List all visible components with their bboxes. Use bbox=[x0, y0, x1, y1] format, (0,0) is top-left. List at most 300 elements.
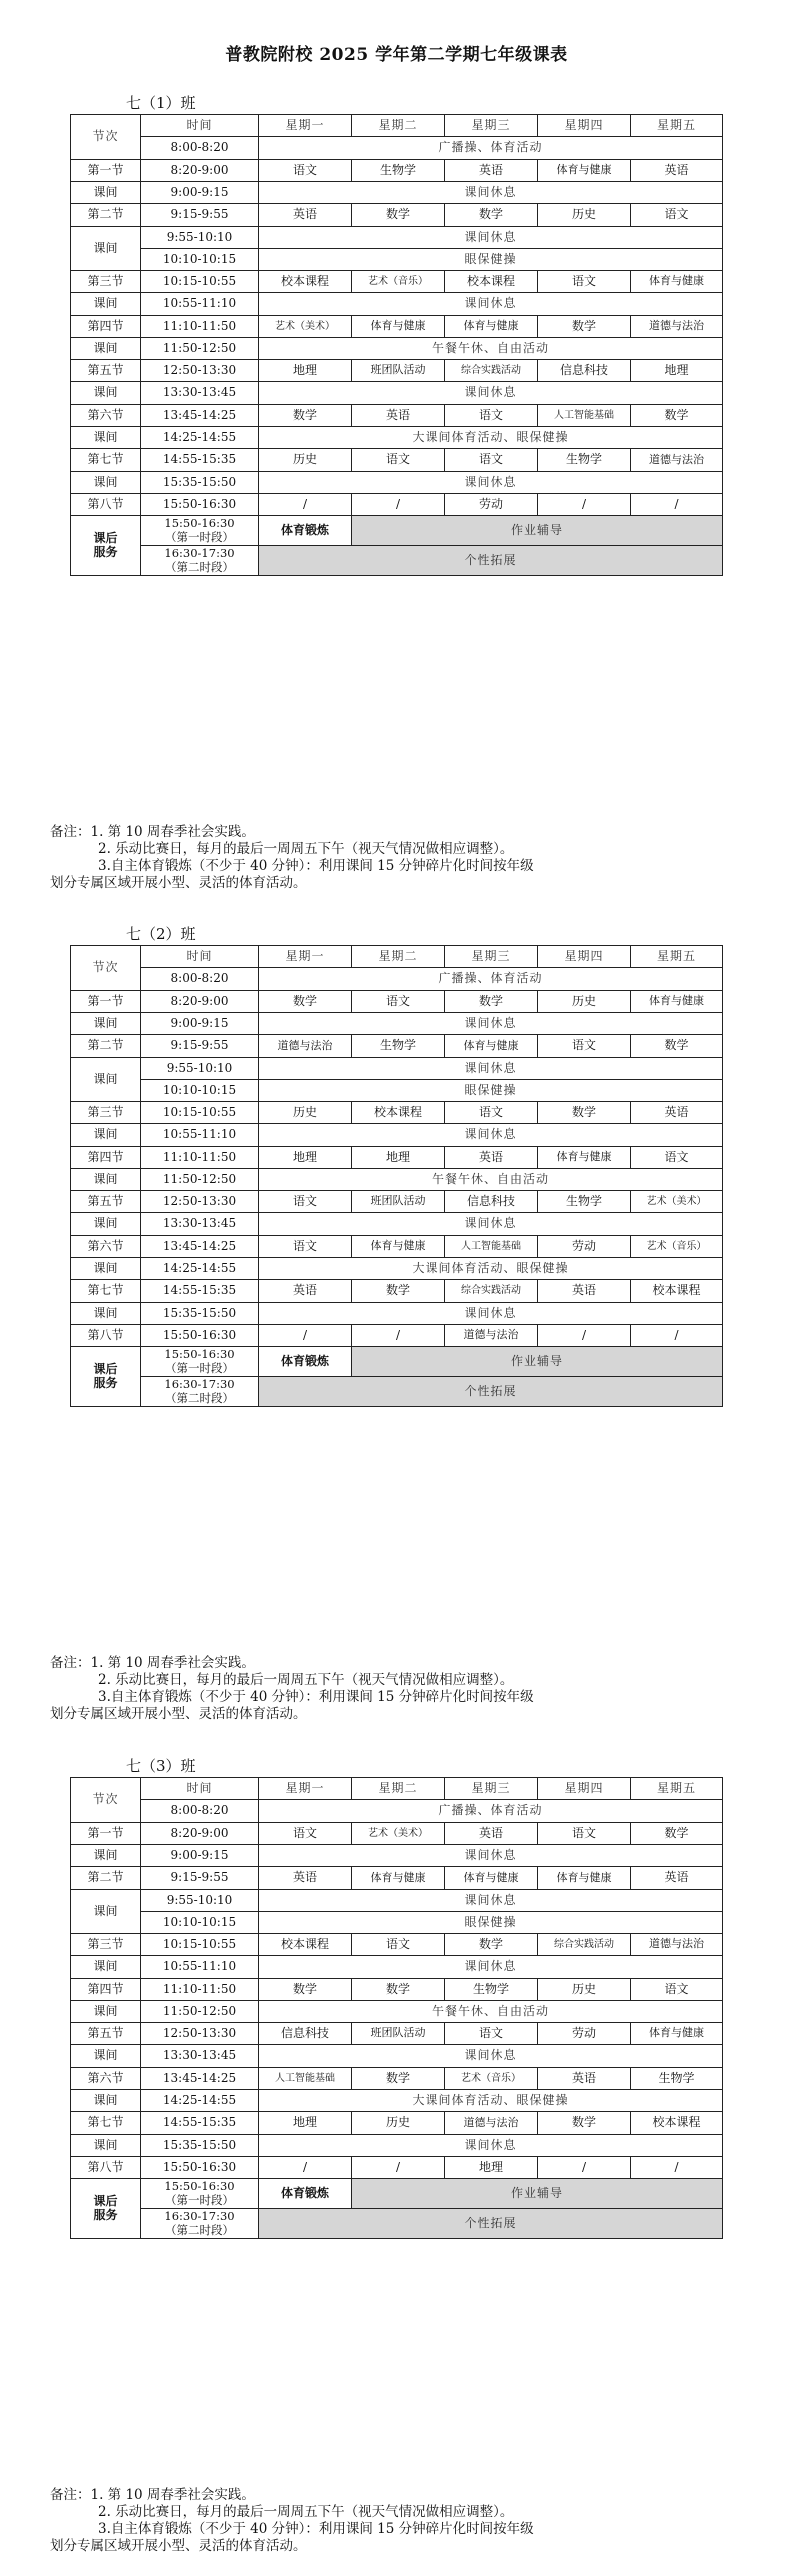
break-row bbox=[71, 182, 723, 204]
subject-cell: 道德与法治 bbox=[259, 1035, 352, 1058]
time-cell: 11:10-11:50 bbox=[141, 1147, 259, 1169]
lesson-row bbox=[71, 271, 723, 293]
time-cell: 12:50-13:30 bbox=[141, 360, 259, 382]
subject-cell: 道德与法治 bbox=[631, 449, 723, 472]
subject-cell: 数学 bbox=[259, 405, 352, 427]
note-line: 2. 乐动比赛日，每月的最后一周周五下午（视天气情况做相应调整）。 bbox=[98, 841, 514, 857]
subject-cell: 英语 bbox=[538, 2068, 631, 2090]
day-header: 星期五 bbox=[631, 1778, 723, 1800]
time-header: 时间 bbox=[141, 946, 259, 968]
subject-cell: 艺术（音乐） bbox=[631, 1236, 723, 1258]
subject-cell: / bbox=[631, 1325, 723, 1347]
lesson-row bbox=[71, 204, 723, 227]
time-header: 时间 bbox=[141, 115, 259, 137]
activity-cell: 课间休息 bbox=[259, 227, 723, 249]
subject-cell: / bbox=[259, 2157, 352, 2179]
subject-cell: 校本课程 bbox=[352, 1102, 445, 1124]
after-school-label-line: 服务 bbox=[93, 544, 118, 559]
lesson-row bbox=[71, 1236, 723, 1258]
subject-cell: 历史 bbox=[538, 1979, 631, 2001]
day-header: 星期五 bbox=[631, 946, 723, 968]
period-label: 第七节 bbox=[71, 1280, 141, 1303]
note-line: 备注：1. 第 10 周春季社会实践。 bbox=[50, 2487, 255, 2503]
subject-cell: 生物学 bbox=[352, 160, 445, 182]
after-school-time-slot: （第二时段） bbox=[165, 1390, 234, 1405]
subject-cell: 体育与健康 bbox=[445, 1035, 538, 1058]
after-school-row bbox=[71, 2209, 723, 2239]
subject-cell: 语文 bbox=[445, 2023, 538, 2045]
subject-cell: 英语 bbox=[631, 1867, 723, 1890]
activity-cell: 课间休息 bbox=[259, 1124, 723, 1147]
time-cell: 15:35-15:50 bbox=[141, 472, 259, 494]
activity-cell: 课间休息 bbox=[259, 382, 723, 405]
after-school-label-line: 课后 bbox=[93, 530, 118, 545]
class-name: 七（3）班 bbox=[126, 1757, 196, 1775]
lesson-row bbox=[71, 1823, 723, 1845]
timetable bbox=[70, 1777, 723, 2239]
day-header: 星期一 bbox=[259, 946, 352, 968]
time-cell: 14:55-15:35 bbox=[141, 1280, 259, 1303]
subject-cell: 英语 bbox=[352, 405, 445, 427]
subject-cell: 地理 bbox=[259, 1147, 352, 1169]
subject-cell: 劳动 bbox=[538, 2023, 631, 2045]
note-line: 2. 乐动比赛日，每月的最后一周周五下午（视天气情况做相应调整）。 bbox=[98, 1672, 514, 1688]
subject-cell: 英语 bbox=[445, 1823, 538, 1845]
period-label: 课间 bbox=[71, 338, 141, 360]
period-label: 课间 bbox=[71, 2045, 141, 2068]
notes-block bbox=[50, 824, 690, 892]
break-row bbox=[71, 1080, 723, 1102]
after-school-label bbox=[71, 1347, 141, 1407]
subject-cell: 数学 bbox=[538, 316, 631, 338]
after-school-time-slot: （第一时段） bbox=[165, 1360, 234, 1375]
time-cell: 8:20-9:00 bbox=[141, 1823, 259, 1845]
subject-cell: 英语 bbox=[259, 1280, 352, 1303]
time-cell: 8:20-9:00 bbox=[141, 991, 259, 1013]
subject-cell: 校本课程 bbox=[631, 1280, 723, 1303]
activity-cell: 广播操、体育活动 bbox=[259, 968, 723, 991]
activity-cell: 午餐午休、自由活动 bbox=[259, 1169, 723, 1191]
day-header: 星期一 bbox=[259, 1778, 352, 1800]
subject-cell: 道德与法治 bbox=[631, 1934, 723, 1956]
period-label: 第五节 bbox=[71, 2023, 141, 2045]
period-label: 第四节 bbox=[71, 1979, 141, 2001]
period-label: 第六节 bbox=[71, 2068, 141, 2090]
subject-cell: 数学 bbox=[352, 1280, 445, 1303]
time-cell: 14:55-15:35 bbox=[141, 449, 259, 472]
subject-cell: 校本课程 bbox=[259, 271, 352, 293]
subject-cell: 语文 bbox=[352, 1934, 445, 1956]
activity-cell: 课间休息 bbox=[259, 2135, 723, 2157]
subject-cell: 校本课程 bbox=[259, 1934, 352, 1956]
lesson-row bbox=[71, 1325, 723, 1347]
after-school-label bbox=[71, 2179, 141, 2239]
subject-cell: 语文 bbox=[445, 1102, 538, 1124]
day-header: 星期四 bbox=[538, 115, 631, 137]
subject-cell: 历史 bbox=[538, 991, 631, 1013]
activity-cell: 课间休息 bbox=[259, 2045, 723, 2068]
period-label: 课间 bbox=[71, 293, 141, 316]
break-row bbox=[71, 1303, 723, 1325]
subject-cell: 数学 bbox=[631, 1035, 723, 1058]
subject-cell: 信息科技 bbox=[538, 360, 631, 382]
time-cell: 13:45-14:25 bbox=[141, 405, 259, 427]
subject-cell: 班团队活动 bbox=[352, 2023, 445, 2045]
activity-cell: 午餐午休、自由活动 bbox=[259, 2001, 723, 2023]
subject-cell: 艺术（美术） bbox=[352, 1823, 445, 1845]
subject-cell: 生物学 bbox=[445, 1979, 538, 2001]
subject-cell: 语文 bbox=[538, 271, 631, 293]
subject-cell: 生物学 bbox=[538, 449, 631, 472]
break-row bbox=[71, 2090, 723, 2112]
time-cell: 9:55-10:10 bbox=[141, 1058, 259, 1080]
break-row bbox=[71, 1013, 723, 1035]
activity-cell: 眼保健操 bbox=[259, 1080, 723, 1102]
lesson-row bbox=[71, 449, 723, 472]
time-cell: 9:55-10:10 bbox=[141, 1890, 259, 1912]
after-school-row bbox=[71, 1347, 723, 1377]
subject-cell: 英语 bbox=[445, 1147, 538, 1169]
period-label: 课间 bbox=[71, 427, 141, 449]
period-label: 第六节 bbox=[71, 1236, 141, 1258]
subject-cell: 语文 bbox=[445, 449, 538, 472]
after-school-time-range: 15:50-16:30 bbox=[164, 1347, 235, 1362]
subject-cell: 英语 bbox=[538, 1280, 631, 1303]
sport-cell: 体育锻炼 bbox=[259, 2179, 352, 2209]
period-label: 课间 bbox=[71, 1013, 141, 1035]
activity-cell: 眼保健操 bbox=[259, 249, 723, 271]
subject-cell: 艺术（音乐） bbox=[352, 271, 445, 293]
after-school-time-slot: （第二时段） bbox=[165, 559, 234, 574]
note-line: 3.自主体育锻炼（不少于 40 分钟）：利用课间 15 分钟碎片化时间按年级 bbox=[98, 2521, 534, 2537]
period-label: 课间 bbox=[71, 1124, 141, 1147]
time-cell: 9:00-9:15 bbox=[141, 1845, 259, 1867]
note-line: 划分专属区域开展小型、灵活的体育活动。 bbox=[50, 1706, 307, 1722]
subject-cell: 体育与健康 bbox=[538, 160, 631, 182]
sport-cell: 体育锻炼 bbox=[259, 1347, 352, 1377]
time-cell: 10:10-10:15 bbox=[141, 1912, 259, 1934]
period-label: 课间 bbox=[71, 1058, 141, 1102]
period-label: 第四节 bbox=[71, 316, 141, 338]
period-label: 第六节 bbox=[71, 405, 141, 427]
homework-cell: 作业辅导 bbox=[352, 516, 723, 546]
after-school-time-range: 16:30-17:30 bbox=[164, 546, 235, 561]
break-row bbox=[71, 1845, 723, 1867]
document-title: 普教院附校 2025 学年第二学期七年级课表 bbox=[225, 45, 568, 65]
lesson-row bbox=[71, 2023, 723, 2045]
after-school-time-slot: （第一时段） bbox=[165, 2192, 234, 2207]
time-cell: 14:25-14:55 bbox=[141, 427, 259, 449]
time-cell: 10:10-10:15 bbox=[141, 1080, 259, 1102]
class-schedule-section bbox=[70, 92, 722, 912]
subject-cell: / bbox=[538, 494, 631, 516]
note-line: 备注：1. 第 10 周春季社会实践。 bbox=[50, 824, 255, 840]
subject-cell: 生物学 bbox=[631, 2068, 723, 2090]
notes-block bbox=[50, 2487, 690, 2555]
break-row bbox=[71, 427, 723, 449]
subject-cell: / bbox=[631, 2157, 723, 2179]
break-row bbox=[71, 293, 723, 316]
period-label: 第一节 bbox=[71, 1823, 141, 1845]
lesson-row bbox=[71, 2157, 723, 2179]
subject-cell: / bbox=[259, 494, 352, 516]
period-label: 第一节 bbox=[71, 160, 141, 182]
time-cell: 14:25-14:55 bbox=[141, 2090, 259, 2112]
subject-cell: / bbox=[631, 494, 723, 516]
period-label: 第一节 bbox=[71, 991, 141, 1013]
period-label: 第七节 bbox=[71, 2112, 141, 2135]
timetable bbox=[70, 945, 723, 1407]
subject-cell: 人工智能基础 bbox=[259, 2068, 352, 2090]
period-label: 课间 bbox=[71, 472, 141, 494]
subject-cell: 语文 bbox=[631, 1147, 723, 1169]
period-label: 第三节 bbox=[71, 1102, 141, 1124]
lesson-row bbox=[71, 1867, 723, 1890]
subject-cell: 数学 bbox=[259, 991, 352, 1013]
break-row bbox=[71, 1800, 723, 1823]
extension-cell: 个性拓展 bbox=[259, 1377, 723, 1407]
lesson-row bbox=[71, 1147, 723, 1169]
time-cell: 14:55-15:35 bbox=[141, 2112, 259, 2135]
class-name: 七（2）班 bbox=[126, 925, 196, 943]
after-school-time-slot: （第二时段） bbox=[165, 2222, 234, 2237]
time-cell: 8:00-8:20 bbox=[141, 137, 259, 160]
subject-cell: 班团队活动 bbox=[352, 360, 445, 382]
period-label: 课间 bbox=[71, 182, 141, 204]
time-cell: 9:00-9:15 bbox=[141, 182, 259, 204]
subject-cell: 英语 bbox=[631, 160, 723, 182]
day-header: 星期一 bbox=[259, 115, 352, 137]
subject-cell: 数学 bbox=[631, 1823, 723, 1845]
subject-cell: 数学 bbox=[352, 204, 445, 227]
break-row bbox=[71, 382, 723, 405]
break-row bbox=[71, 1124, 723, 1147]
break-row bbox=[71, 1258, 723, 1280]
after-school-time-range: 15:50-16:30 bbox=[164, 516, 235, 531]
class-schedule-section bbox=[70, 923, 722, 1743]
period-label: 课间 bbox=[71, 1258, 141, 1280]
extension-cell: 个性拓展 bbox=[259, 2209, 723, 2239]
subject-cell: 信息科技 bbox=[445, 1191, 538, 1213]
time-cell: 9:15-9:55 bbox=[141, 1035, 259, 1058]
subject-cell: 英语 bbox=[631, 1102, 723, 1124]
activity-cell: 大课间体育活动、眼保健操 bbox=[259, 2090, 723, 2112]
day-header: 星期二 bbox=[352, 946, 445, 968]
after-school-time bbox=[141, 1347, 259, 1377]
time-cell: 11:10-11:50 bbox=[141, 1979, 259, 2001]
time-cell: 10:15-10:55 bbox=[141, 1934, 259, 1956]
subject-cell: 语文 bbox=[352, 991, 445, 1013]
lesson-row bbox=[71, 2112, 723, 2135]
lesson-row bbox=[71, 1280, 723, 1303]
subject-cell: 语文 bbox=[259, 1823, 352, 1845]
after-school-time bbox=[141, 2209, 259, 2239]
time-cell: 8:00-8:20 bbox=[141, 1800, 259, 1823]
subject-cell: 体育与健康 bbox=[538, 1147, 631, 1169]
subject-cell: 人工智能基础 bbox=[538, 405, 631, 427]
subject-cell: 劳动 bbox=[445, 494, 538, 516]
period-label: 第八节 bbox=[71, 1325, 141, 1347]
subject-cell: 地理 bbox=[352, 1147, 445, 1169]
after-school-time-range: 15:50-16:30 bbox=[164, 2179, 235, 2194]
time-cell: 9:15-9:55 bbox=[141, 204, 259, 227]
homework-cell: 作业辅导 bbox=[352, 2179, 723, 2209]
activity-cell: 大课间体育活动、眼保健操 bbox=[259, 1258, 723, 1280]
subject-cell: 体育与健康 bbox=[352, 1867, 445, 1890]
subject-cell: 数学 bbox=[352, 1979, 445, 2001]
period-header: 节次 bbox=[71, 115, 141, 160]
break-row bbox=[71, 472, 723, 494]
subject-cell: 体育与健康 bbox=[445, 316, 538, 338]
period-label: 第七节 bbox=[71, 449, 141, 472]
activity-cell: 课间休息 bbox=[259, 472, 723, 494]
subject-cell: 数学 bbox=[631, 405, 723, 427]
subject-cell: 体育与健康 bbox=[352, 1236, 445, 1258]
period-label: 第五节 bbox=[71, 360, 141, 382]
break-row bbox=[71, 2135, 723, 2157]
time-cell: 10:15-10:55 bbox=[141, 1102, 259, 1124]
subject-cell: / bbox=[259, 1325, 352, 1347]
subject-cell: 历史 bbox=[259, 449, 352, 472]
break-row bbox=[71, 2001, 723, 2023]
time-cell: 15:50-16:30 bbox=[141, 494, 259, 516]
subject-cell: 地理 bbox=[631, 360, 723, 382]
lesson-row bbox=[71, 316, 723, 338]
period-label: 第五节 bbox=[71, 1191, 141, 1213]
subject-cell: 人工智能基础 bbox=[445, 1236, 538, 1258]
period-label: 课间 bbox=[71, 2001, 141, 2023]
subject-cell: 语文 bbox=[538, 1823, 631, 1845]
break-row bbox=[71, 1912, 723, 1934]
period-label: 课间 bbox=[71, 1956, 141, 1979]
time-cell: 11:10-11:50 bbox=[141, 316, 259, 338]
lesson-row bbox=[71, 405, 723, 427]
period-label: 课间 bbox=[71, 1890, 141, 1934]
lesson-row bbox=[71, 1934, 723, 1956]
subject-cell: 生物学 bbox=[538, 1191, 631, 1213]
time-header: 时间 bbox=[141, 1778, 259, 1800]
subject-cell: 信息科技 bbox=[259, 2023, 352, 2045]
time-cell: 11:50-12:50 bbox=[141, 1169, 259, 1191]
time-cell: 12:50-13:30 bbox=[141, 1191, 259, 1213]
after-school-row bbox=[71, 546, 723, 576]
subject-cell: 数学 bbox=[259, 1979, 352, 2001]
after-school-row bbox=[71, 516, 723, 546]
activity-cell: 课间休息 bbox=[259, 1890, 723, 1912]
note-line: 3.自主体育锻炼（不少于 40 分钟）：利用课间 15 分钟碎片化时间按年级 bbox=[98, 1689, 534, 1705]
period-label: 第三节 bbox=[71, 1934, 141, 1956]
period-label: 课间 bbox=[71, 1845, 141, 1867]
subject-cell: 艺术（音乐） bbox=[445, 2068, 538, 2090]
note-line: 划分专属区域开展小型、灵活的体育活动。 bbox=[50, 2538, 307, 2554]
subject-cell: 英语 bbox=[259, 204, 352, 227]
period-label: 第八节 bbox=[71, 494, 141, 516]
time-cell: 9:55-10:10 bbox=[141, 227, 259, 249]
notes-block bbox=[50, 1655, 690, 1723]
homework-cell: 作业辅导 bbox=[352, 1347, 723, 1377]
sport-cell: 体育锻炼 bbox=[259, 516, 352, 546]
activity-cell: 广播操、体育活动 bbox=[259, 137, 723, 160]
time-cell: 11:50-12:50 bbox=[141, 2001, 259, 2023]
activity-cell: 广播操、体育活动 bbox=[259, 1800, 723, 1823]
subject-cell: 语文 bbox=[259, 160, 352, 182]
after-school-time bbox=[141, 546, 259, 576]
time-cell: 8:20-9:00 bbox=[141, 160, 259, 182]
subject-cell: 历史 bbox=[259, 1102, 352, 1124]
break-row bbox=[71, 227, 723, 249]
time-cell: 13:45-14:25 bbox=[141, 1236, 259, 1258]
note-line: 2. 乐动比赛日，每月的最后一周周五下午（视天气情况做相应调整）。 bbox=[98, 2504, 514, 2520]
activity-cell: 午餐午休、自由活动 bbox=[259, 338, 723, 360]
note-line: 划分专属区域开展小型、灵活的体育活动。 bbox=[50, 875, 307, 891]
timetable bbox=[70, 114, 723, 576]
subject-cell: / bbox=[352, 1325, 445, 1347]
lesson-row bbox=[71, 2068, 723, 2090]
period-label: 课间 bbox=[71, 2135, 141, 2157]
time-cell: 13:30-13:45 bbox=[141, 1213, 259, 1236]
subject-cell: / bbox=[352, 2157, 445, 2179]
class-name: 七（1）班 bbox=[126, 94, 196, 112]
period-label: 第四节 bbox=[71, 1147, 141, 1169]
time-cell: 13:45-14:25 bbox=[141, 2068, 259, 2090]
subject-cell: 劳动 bbox=[538, 1236, 631, 1258]
header-row bbox=[71, 1778, 723, 1800]
activity-cell: 课间休息 bbox=[259, 1058, 723, 1080]
note-line: 备注：1. 第 10 周春季社会实践。 bbox=[50, 1655, 255, 1671]
subject-cell: 地理 bbox=[445, 2157, 538, 2179]
after-school-label-line: 服务 bbox=[93, 2207, 118, 2222]
subject-cell: 英语 bbox=[259, 1867, 352, 1890]
time-cell: 13:30-13:45 bbox=[141, 382, 259, 405]
time-cell: 9:15-9:55 bbox=[141, 1867, 259, 1890]
activity-cell: 课间休息 bbox=[259, 1213, 723, 1236]
subject-cell: 班团队活动 bbox=[352, 1191, 445, 1213]
after-school-row bbox=[71, 1377, 723, 1407]
subject-cell: 语文 bbox=[259, 1191, 352, 1213]
period-label: 课间 bbox=[71, 382, 141, 405]
time-cell: 15:50-16:30 bbox=[141, 1325, 259, 1347]
after-school-time-range: 16:30-17:30 bbox=[164, 2209, 235, 2224]
lesson-row bbox=[71, 160, 723, 182]
subject-cell: 校本课程 bbox=[445, 271, 538, 293]
after-school-label bbox=[71, 516, 141, 576]
after-school-time bbox=[141, 2179, 259, 2209]
period-label: 课间 bbox=[71, 2090, 141, 2112]
break-row bbox=[71, 249, 723, 271]
subject-cell: 数学 bbox=[352, 2068, 445, 2090]
subject-cell: 英语 bbox=[445, 160, 538, 182]
time-cell: 13:30-13:45 bbox=[141, 2045, 259, 2068]
subject-cell: 校本课程 bbox=[631, 2112, 723, 2135]
subject-cell: 语文 bbox=[538, 1035, 631, 1058]
subject-cell: 语文 bbox=[352, 449, 445, 472]
day-header: 星期三 bbox=[445, 946, 538, 968]
break-row bbox=[71, 968, 723, 991]
subject-cell: 道德与法治 bbox=[445, 1325, 538, 1347]
period-label: 第三节 bbox=[71, 271, 141, 293]
subject-cell: 地理 bbox=[259, 360, 352, 382]
subject-cell: 生物学 bbox=[352, 1035, 445, 1058]
period-header: 节次 bbox=[71, 946, 141, 991]
time-cell: 10:55-11:10 bbox=[141, 1956, 259, 1979]
header-row bbox=[71, 946, 723, 968]
time-cell: 15:35-15:50 bbox=[141, 1303, 259, 1325]
day-header: 星期二 bbox=[352, 115, 445, 137]
subject-cell: 语文 bbox=[631, 204, 723, 227]
note-line: 3.自主体育锻炼（不少于 40 分钟）：利用课间 15 分钟碎片化时间按年级 bbox=[98, 858, 534, 874]
subject-cell: 综合实践活动 bbox=[445, 360, 538, 382]
lesson-row bbox=[71, 1102, 723, 1124]
